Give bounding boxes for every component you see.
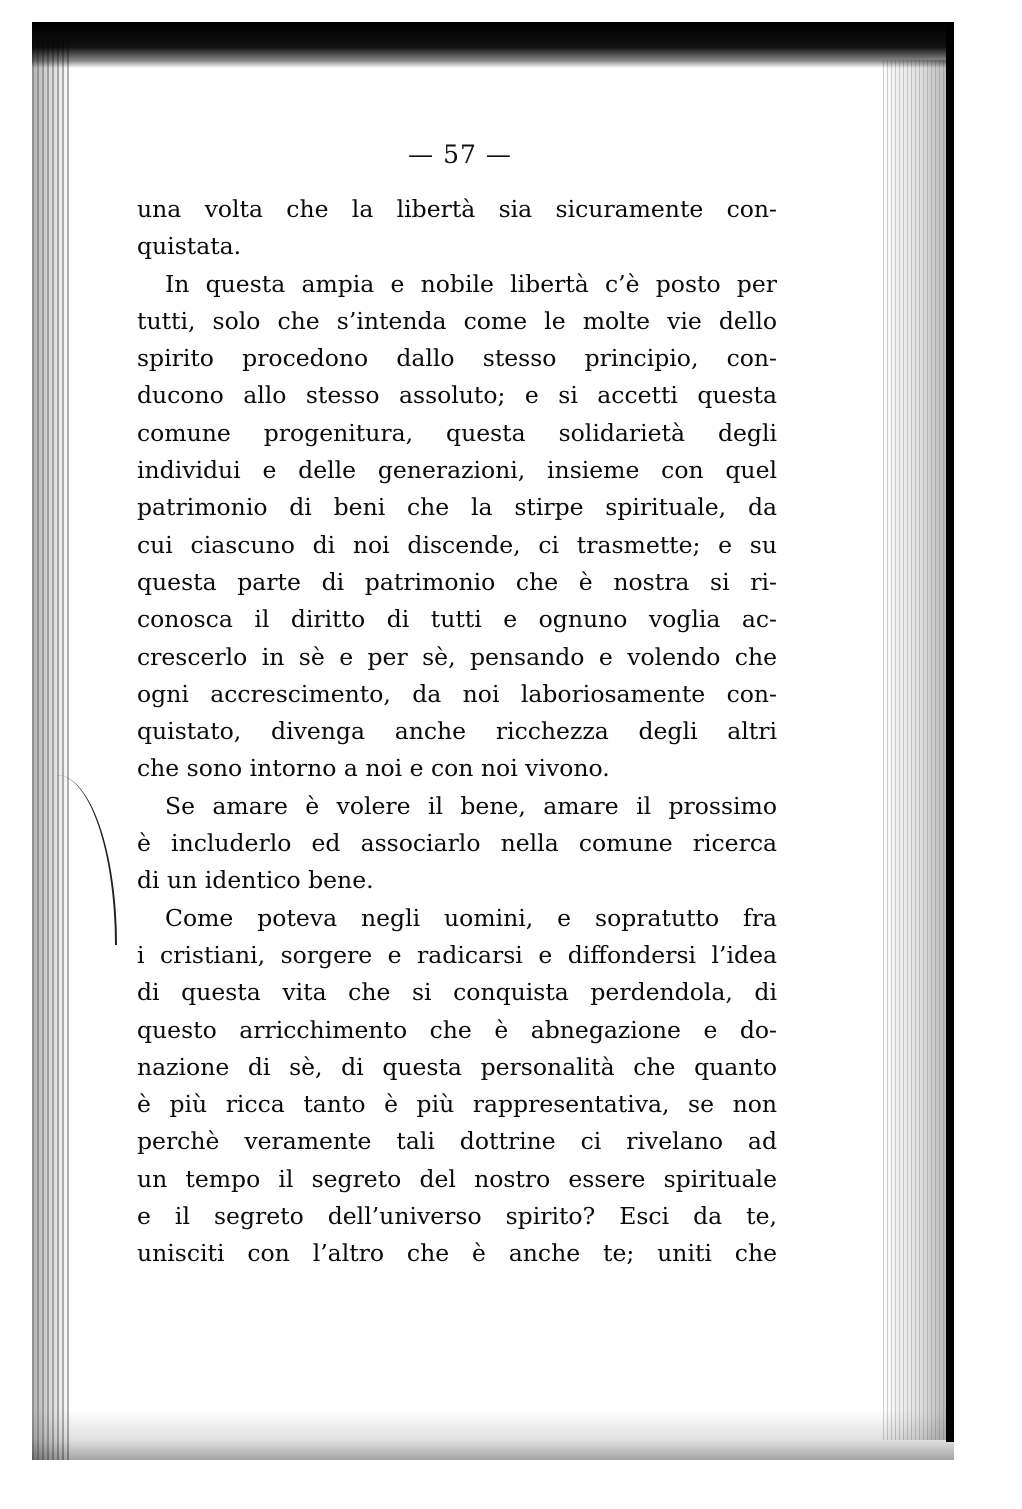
page-edge-right <box>880 60 946 1440</box>
scan-border-top <box>32 22 954 68</box>
text-line: individui e delle generazioni, insieme con quel <box>137 456 777 485</box>
scan-border-right <box>946 22 954 1442</box>
page-edge-bottom <box>32 1410 954 1460</box>
text-line: comune progenitura, questa solidarietà degli <box>137 418 777 447</box>
text-line: Se amare è volere il bene, amare il prossimo <box>165 791 777 820</box>
text-line: nazione di sè, di questa personalità che quanto <box>137 1052 777 1081</box>
text-line: un tempo il segreto del nostro essere spirituale <box>137 1164 777 1193</box>
text-line: unisciti con l’altro che è anche te; uniti che <box>137 1239 777 1268</box>
text-line: quistato, divenga anche ricchezza degli altri <box>137 717 777 746</box>
text-line: Come poteva negli uomini, e sopratutto fra <box>165 903 777 932</box>
text-line: tutti, solo che s’intenda come le molte vie dello <box>137 306 777 335</box>
paragraph <box>137 191 777 266</box>
text-line: è più ricca tanto è più rappresentativa, se non <box>137 1090 777 1119</box>
text-line: di questa vita che si conquista perdendola, di <box>137 978 777 1007</box>
text-line: di un identico bene. <box>137 866 374 895</box>
text-line: è includerlo ed associarlo nella comune ricerca <box>137 829 777 858</box>
text-line: conosca il diritto di tutti e ognuno voglia ac- <box>137 605 777 634</box>
text-line: In questa ampia e nobile libertà c’è posto per <box>165 269 777 298</box>
text-line: che sono intorno a noi e con noi vivono. <box>137 754 610 783</box>
page-edge-left <box>32 40 72 1460</box>
text-line: una volta che la libertà sia sicuramente con- <box>137 195 777 223</box>
text-line: questa parte di patrimonio che è nostra si ri- <box>137 567 777 596</box>
text-line: questo arricchimento che è abnegazione e do- <box>137 1015 777 1044</box>
text-line: perchè veramente tali dottrine ci rivelano ad <box>137 1127 777 1156</box>
text-line: quistata. <box>137 232 242 261</box>
text-line: crescerlo in sè e per sè, pensando e volendo che <box>137 642 777 671</box>
text-line: ogni accrescimento, da noi laboriosamente con- <box>137 679 777 708</box>
paragraph <box>137 266 777 788</box>
text-line: patrimonio di beni che la stirpe spirituale, da <box>137 493 777 522</box>
text-line: cui ciascuno di noi discende, ci trasmette; e su <box>137 530 777 559</box>
page-fold-mark <box>55 775 117 945</box>
text-line: ducono allo stesso assoluto; e si accetti questa <box>137 381 777 410</box>
paragraph <box>137 788 777 900</box>
paragraph <box>137 900 777 1273</box>
page-number: — 57 — <box>408 140 512 169</box>
text-line: i cristiani, sorgere e radicarsi e diffondersi l’idea <box>137 940 777 969</box>
text-line: e il segreto dell’universo spirito? Esci da te, <box>137 1202 777 1231</box>
body-text <box>137 191 777 1273</box>
text-line: spirito procedono dallo stesso principio, con- <box>137 344 777 373</box>
